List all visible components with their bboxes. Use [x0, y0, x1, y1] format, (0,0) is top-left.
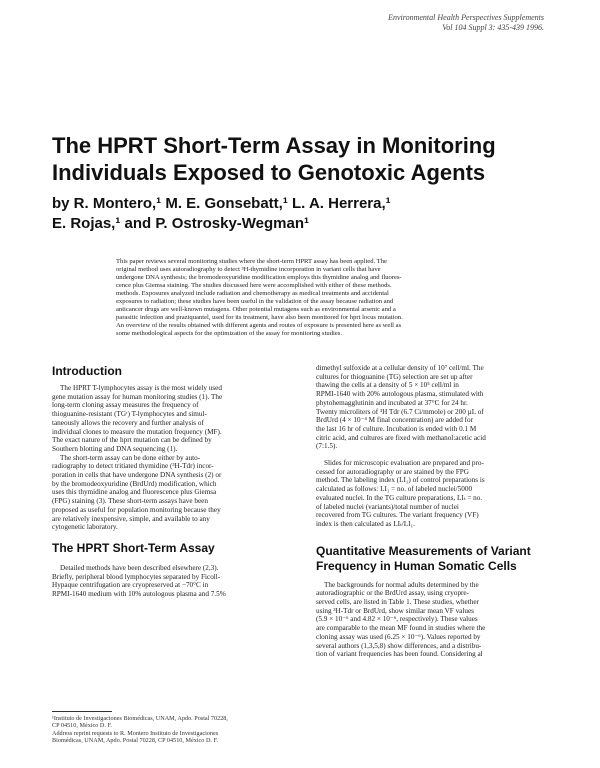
text-line: by the bromodeoxyuridine (BrdUrd) modification, which [52, 479, 217, 488]
footnote-line: CP 04510, México D. F. [52, 722, 112, 730]
footnote-line: Address reprint requests to R. Montero Instituto de Investigaciones [52, 729, 219, 737]
author-line: by R. Montero,¹ M. E. Gonsebatt,¹ L. A. Herrera,¹ [52, 195, 391, 212]
text-line: gene mutation assay for human monitoring studies (1). The [52, 392, 223, 401]
text-line: cloning assay was used (6.25 × 10⁻⁶). Values reported by [316, 632, 481, 641]
abstract-line: exposures to radiation; these studies have been useful in the validation of the assay because radiation and [116, 298, 394, 305]
journal-citation [344, 13, 544, 33]
text-line: cytogenetic laboratory. [52, 523, 118, 532]
text-line: The short-term assay can be done either by auto- [60, 453, 201, 462]
journal-citation-line: Environmental Health Perspectives Supplements [388, 13, 544, 22]
abstract-line: original method uses autoradiography to detect ³H-thymidine incorporation in variant cells that have [116, 266, 381, 273]
section-heading-quantitative [316, 544, 572, 574]
author-list [52, 194, 572, 234]
text-line: recovered from TG cultures. The variant frequency (VF) [316, 511, 479, 520]
text-line: phytohemagglutinin and incubated at 37°C for 24 hr. [316, 398, 468, 407]
footnote-affiliation [52, 715, 308, 730]
text-line: BrdUrd (4 × 10⁻⁴ M final concentration) are added for [316, 416, 474, 425]
section-heading-text: Frequency in Human Somatic Cells [316, 558, 517, 573]
text-line: calculated as follows: LI₁ = no. of labeled nuclei/5000 [316, 485, 473, 494]
paragraph [52, 454, 308, 463]
left-column [52, 364, 308, 599]
text-line: using ³H-Tdr or BrdUrd, show similar mean VF values [316, 606, 474, 615]
text-line: are comparable to the mean MF found in studies where the [316, 624, 486, 633]
abstract-line: parasitic infection and praziquantel, used for its treatment, have also been monitored for hprt locus mutation. [116, 314, 403, 321]
section-heading-introduction [52, 364, 308, 379]
text-line: thioguanine-resistant (TGʳ) T-lymphocytes and simul- [52, 410, 207, 419]
paragraph [316, 581, 572, 590]
text-line: poration in cells that have undergone DNA synthesis (2) or [52, 471, 222, 480]
author-line: E. Rojas,¹ and P. Ostrosky-Wegman¹ [52, 215, 310, 232]
text-line: Twenty microliters of ³H Tdr (6.7 Ci/mmole) or 200 µL of [316, 407, 484, 416]
text-line: served cells, are listed in Table 1. These studies, whether [316, 598, 479, 607]
footnotes [52, 711, 308, 745]
text-line: (FPG) staining (3). These short-term assays have been [52, 497, 208, 506]
text-line: proposed as useful for population monitoring because they [52, 505, 221, 514]
text-line: The backgrounds for normal adults determined by the [324, 580, 479, 589]
text-line: autoradiographic or the BrdUrd assay, using cryopre- [316, 589, 470, 598]
text-line: index is then calculated as LIₜ/LI₁. [316, 519, 415, 528]
text-line: are relatively inexpensive, simple, and available to any [52, 514, 210, 523]
section-heading-hprt-assay [52, 541, 308, 556]
text-line: The exact nature of the hprt mutation can be defined by [52, 436, 212, 445]
paper-title-line: The HPRT Short-Term Assay in Monitoring [52, 133, 496, 158]
text-line: thawing the cells at a density of 5 × 10⁵ cell/ml in [316, 381, 459, 390]
abstract-line: This paper reviews several monitoring studies where the short-term HPRT assay has been applied. The [116, 258, 387, 265]
paragraph [52, 573, 308, 599]
abstract-line: An overview of the results obtained with different agents and routes of exposure is presented here as well as [116, 322, 402, 329]
text-line: Southern blotting and DNA sequencing (1). [52, 444, 178, 453]
text-line: the last 16 hr of culture. Incubation is ended with 0.1 M [316, 424, 477, 433]
abstract-line: undergone DNA synthesis; the bromodeoxyuridine modification employs this thymidine analog and fluores- [116, 274, 402, 281]
text-line: citric acid, and cultures are fixed with methanol:acetic acid [316, 433, 486, 442]
text-line: dimethyl sulfoxide at a cellular density of 10⁷ cell/ml. The [316, 364, 484, 372]
paragraph [316, 468, 572, 529]
paper-title-line: Individuals Exposed to Genotoxic Agents [52, 160, 486, 185]
text-line: cessed for autoradiography or are stained by the FPG [316, 467, 469, 476]
text-line: several authors (1,3,5,8) show differences, and a distribu- [316, 641, 482, 650]
text-line: individual clones to measure the mutation frequency (MF). [52, 427, 222, 436]
text-line: Hypaque centrifugation are cryopreserved at −70°C in [52, 581, 209, 590]
text-line: of labeled nuclei (variants)/total number of nuclei [316, 502, 459, 511]
paragraph [316, 364, 572, 451]
abstract-line: anticancer drugs are well-known mutagens. Other potential mutagens such as environmental arsenic and a [116, 306, 396, 313]
paragraph [52, 564, 308, 573]
paragraph [316, 459, 572, 468]
section-heading-text: Quantitative Measurements of Variant [316, 543, 531, 558]
paragraph [52, 462, 308, 532]
section-heading-text: The HPRT Short-Term Assay [52, 540, 215, 555]
abstract-line: cence plus Giemsa staining. The studies discussed here were accomplished with either of these methods. [116, 282, 392, 289]
text-line: The HPRT T-lymphocytes assay is the most widely used [60, 384, 222, 392]
text-line: Detailed methods have been described elsewhere (2,3). [60, 563, 219, 572]
text-line: cultures for thioguanine (TG) selection are set up after [316, 372, 473, 381]
paragraph [316, 589, 572, 659]
text-line: RPMI-1640 medium with 10% autologous plasma and 7.5% [52, 590, 226, 599]
text-line: radiography to detect tritiated thymidine (³H-Tdr) incor- [52, 462, 214, 471]
right-column [316, 364, 572, 659]
footnote-line: Biomédicas, UNAM, Apdo. Postal 70228, CP 04510, México D. F. [52, 737, 218, 745]
paragraph [52, 384, 308, 393]
text-line: uses this thymidine analog and fluorescence plus Giemsa [52, 488, 217, 497]
text-line: method. The labeling index (LI₁) of control preparations is [316, 476, 485, 485]
abstract-line: methods. Exposures analyzed include radiation and chemotherapy as medical treatments and accidental [116, 290, 389, 297]
footnote-divider [52, 711, 112, 712]
paragraph [52, 393, 308, 454]
journal-citation-line: Vol 104 Suppl 3: 435-439 1996. [442, 23, 544, 32]
text-line: (7:1.5). [316, 442, 338, 451]
text-line: long-term cloning assay measures the frequency of [52, 401, 199, 410]
text-line: (5.9 × 10⁻⁶ and 4.82 × 10⁻⁶, respectively). These values [316, 615, 478, 624]
text-line: tion of variant frequencies has been found. Considering al [316, 650, 483, 659]
paper-title [52, 132, 572, 186]
section-heading-text: Introduction [52, 364, 122, 378]
text-line: RPMI-1640 with 20% autologous plasma, stimulated with [316, 390, 484, 399]
footnote-reprint [52, 730, 308, 745]
footnote-line: ¹Instituto de Investigaciones Biomédicas, UNAM, Apdo. Postal 70228, [52, 715, 228, 722]
text-line: evaluated nuclei. In the TG culture preparations, LIₜ = no. [316, 493, 483, 502]
abstract-line: some methodological aspects for the optimization of the assay for monitoring studies. [116, 330, 342, 337]
abstract [116, 258, 492, 338]
text-line: taneously allows the recovery and further analysis of [52, 418, 204, 427]
text-line: Briefly, peripheral blood lymphocytes separated by Ficoll- [52, 572, 221, 581]
text-line: Slides for microscopic evaluation are prepared and pro- [324, 459, 484, 468]
